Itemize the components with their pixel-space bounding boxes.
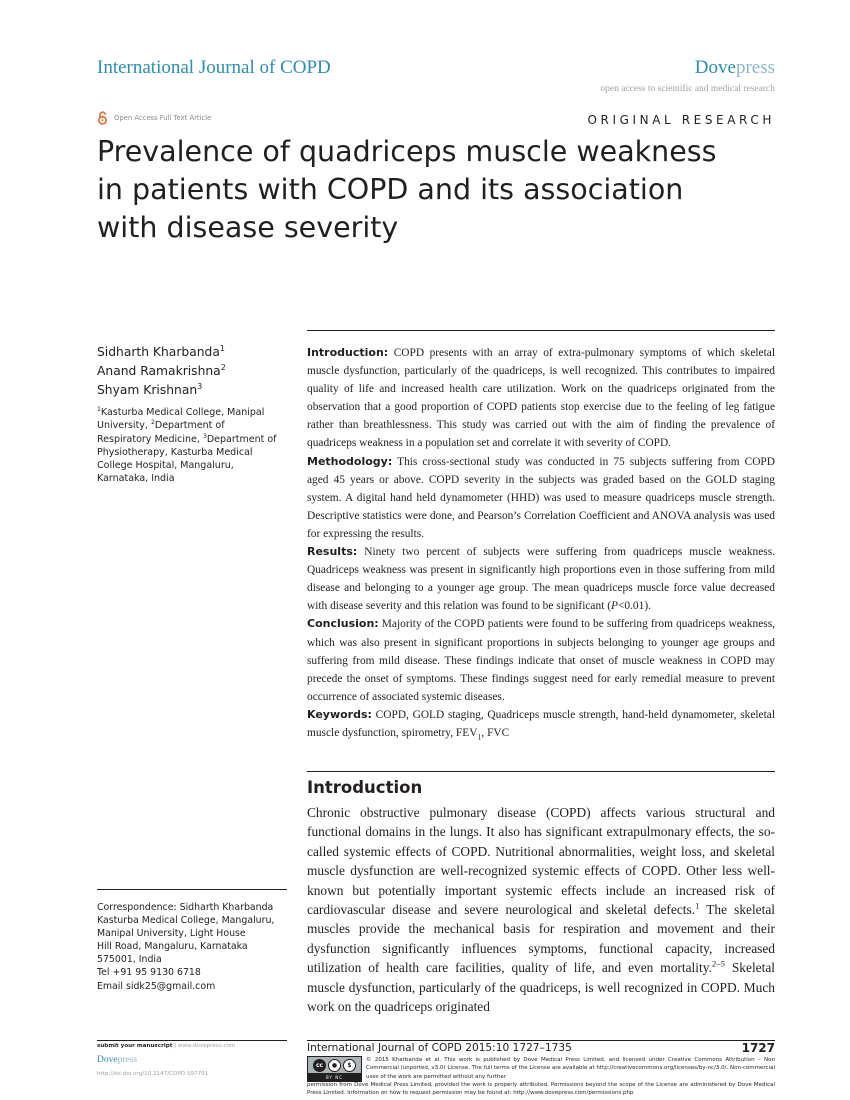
doi-link[interactable]: http://dx.doi.org/10.2147/COPD.S97791 xyxy=(97,1071,209,1077)
by-attribution-icon: ● xyxy=(328,1059,341,1072)
author-list xyxy=(97,343,297,400)
abstract-methodology: Methodology: This cross-sectional study was conducted in 75 subjects suffering from COPD aged 45 years or above. COPD severity in the subjects was graded based on the GOLD staging system. A digital hand held dynamometer (HHD) was used to measure quadriceps muscle strength. Descriptive statistics were done, and Pearson’s Correlation Coefficient and ANOVA analysis was used for expressing the results. xyxy=(307,454,775,540)
abstract-introduction: Introduction: COPD presents with an array of extra-pulmonary symptoms of which skeletal muscle dysfunction, particularly of the quadriceps, is well recognized. This contributes to impaired quality of life and increased health care utilization. Work on the quadriceps originated from the observation that a good proportion of COPD patients stop exercise due to the feeling of leg fatigue rather than breathlessness. This study was carried out with the aim of finding the prevalence of quadriceps weakness in a population set and correlate it with severity of COPD. xyxy=(307,346,775,450)
submit-manuscript-label: submit your manuscript xyxy=(97,1043,173,1049)
abstract-results: Results: Ninety two percent of subjects were suffering from quadriceps muscle weakness. Quadriceps weakness was present in significantly high proportions even in those suffering from mild disease and belonging to a younger age group. The mean quadriceps muscle force value decreased with disease severity and this relation was found to be significant (P<0.01). xyxy=(307,545,775,613)
introduction-top-rule xyxy=(307,771,775,772)
logo-press-text: press xyxy=(735,57,775,78)
submit-manuscript-link[interactable]: www.dovepress.com xyxy=(177,1043,236,1049)
open-access-label: Open Access Full Text Article xyxy=(114,114,212,122)
article-type: ORIGINAL RESEARCH xyxy=(587,113,775,127)
correspondence-block: Correspondence: Sidharth Kharbanda Kasturba Medical College, Mangaluru, Manipal University, Light House Hill Road, Mangaluru, Karnataka 575001, India Tel +91 95 9130 6718 Email sidk25@gmail.com xyxy=(97,901,297,993)
page-number: 1727 xyxy=(741,1041,775,1055)
license-text: © 2015 Kharbanda et al. This work is published by Dove Medical Press Limited, and licensed under Creative Commons Attribution – Non Commercial (unported, v3.0) License. The full terms of the License are available at http://creativecommons.org/licenses/by-nc/3.0/. Non-commercial uses of the work are permitted without any further xyxy=(366,1057,775,1080)
journal-citation: International Journal of COPD 2015:10 1727–1735 xyxy=(307,1042,572,1054)
logo-dove-text: Dove xyxy=(694,57,736,78)
footer-dovepress-logo[interactable]: Dovepress xyxy=(97,1055,138,1065)
article-title: Prevalence of quadriceps muscle weakness in patients with COPD and its association with disease severity xyxy=(97,135,717,244)
abstract-top-rule xyxy=(307,330,775,331)
abstract xyxy=(307,344,775,742)
citation-ref[interactable]: 1 xyxy=(695,900,700,911)
non-commercial-icon: $ xyxy=(343,1059,356,1072)
abstract-conclusion: Conclusion: Majority of the COPD patients were found to be suffering from quadriceps weakness, which was also present in significant proportions in subjects belonging to younger age groups and suffering from mild disease. These findings indicate that onset of muscle weakness in COPD may precede the onset of symptoms. These findings suggest need for early remedial measure to prevent occurrence of associated systemic diseases. xyxy=(307,617,775,703)
citation-ref[interactable]: 2–5 xyxy=(711,958,725,969)
dovepress-logo[interactable] xyxy=(695,57,775,79)
footer-rule-left xyxy=(97,1040,287,1041)
journal-name: International Journal of COPD xyxy=(97,57,331,78)
introduction-heading: Introduction xyxy=(307,778,423,797)
footer-rule-right xyxy=(307,1040,775,1041)
creative-commons-badge[interactable] xyxy=(307,1056,362,1074)
open-access-lock-icon xyxy=(97,111,108,125)
cc-icon: cc xyxy=(313,1059,326,1072)
abstract-keywords: Keywords: COPD, GOLD staging, Quadriceps muscle strength, hand-held dynamometer, skeletal muscle dysfunction, spirometry, $FEV_1$, FVC xyxy=(307,707,775,742)
author-name[interactable]: Anand Ramakrishna$^2$ xyxy=(97,362,226,378)
submit-manuscript-line: submit your manuscript | www.dovepress.com xyxy=(97,1043,236,1049)
author-name[interactable]: Shyam Krishnan$^3$ xyxy=(97,381,203,397)
license-text-continued: permission from Dove Medical Press Limited, provided the work is properly attributed. Permissions beyond the scope of the License are administered by Dove Medical Press Limited. Information on how to request permission may be found at: http://www.dovepress.com/permissions.php xyxy=(307,1082,775,1097)
publisher-tagline: open access to scientific and medical research xyxy=(600,84,775,94)
author-name[interactable]: Sidharth Kharbanda$^1$ xyxy=(97,343,225,359)
correspondence-email[interactable]: Email sidk25@gmail.com xyxy=(97,980,216,992)
affiliations: $^1$Kasturba Medical College, Manipal University, $^2$Department of Respiratory Medicine, $^3$Department of Physiotherapy, Kasturba Medical College Hospital, Mangaluru, Karnataka, India xyxy=(97,405,277,485)
introduction-body: Chronic obstructive pulmonary disease (COPD) affects various structural and functional domains in the lungs. It also has significant extrapulmonary effects, the so-called systemic effects of COPD. Nutritional abnormalities, weight loss, and skeletal muscle dysfunction are well-recognized systemic effects of COPD. Other less well-known but potentially important systemic effects include an increased risk of cardiovascular disease and severe neurological and skeletal defects.$^1$ The skeletal muscles provide the mechanical basis for respiration and movement and their dysfunction significantly influences symptoms, functional capacity, increased utilization of health care facilities, quality of life, and even mortality.$^{2-5}$ Skeletal muscle dysfunction, particularly of the quadriceps, is well recognized in COPD. Much work on the quadriceps originated xyxy=(307,805,776,1015)
cc-license-strip: BY NC xyxy=(307,1074,362,1082)
open-access-badge xyxy=(97,111,211,125)
correspondence-rule xyxy=(97,889,287,890)
